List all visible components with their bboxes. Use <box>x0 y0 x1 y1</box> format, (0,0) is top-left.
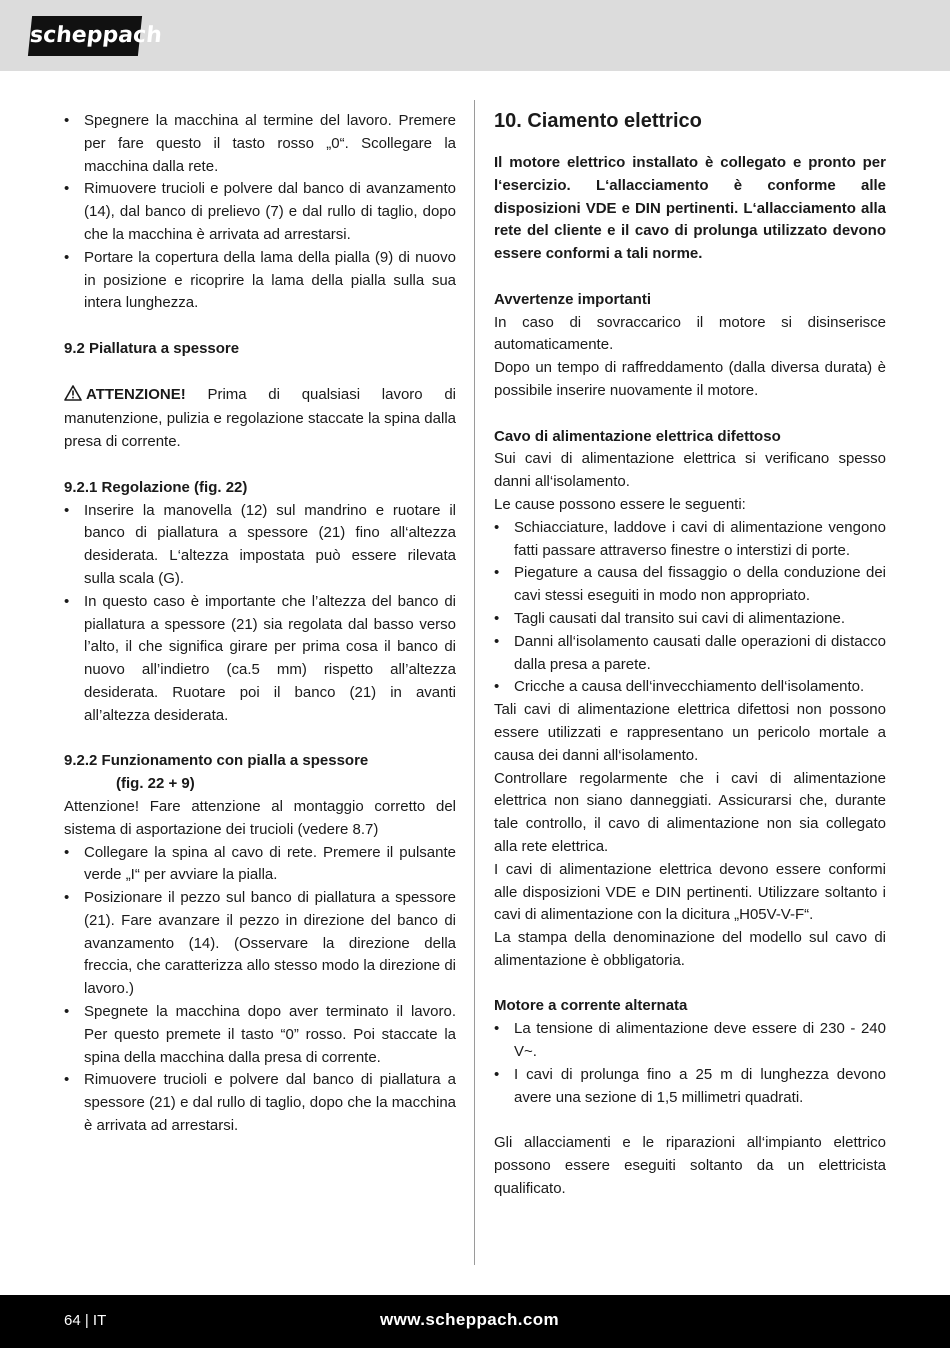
attention-paragraph: Attenzione! Fare attenzione al montaggio corretto del sistema di asportazione dei trucioli (vedere 8.7) <box>64 797 456 838</box>
list-item: • Inserire la manovella (12) sul mandrino e ruotare il banco di piallatura a spessore (21) fino all‘altezza desiderata. L‘altezza impostata può essere rilevata sulla scala (G). <box>64 501 456 587</box>
list-item: • I cavi di prolunga fino a 25 m di lunghezza devono avere una sezione di 1,5 millimetri quadrati. <box>494 1065 886 1106</box>
section-heading-9-2-1: 9.2.1 Regolazione (fig. 22) <box>64 478 248 496</box>
warning-text: Prima di qualsiasi lavoro di manutenzione, pulizia e regolazione staccate la spina dalla presa di corrente. <box>64 385 456 451</box>
paragraph: I cavi di alimentazione elettrica devono essere conformi alle disposizioni VDE e DIN pertinenti. Utilizzare soltanto i cavi di alimentazione con la dicitura „H05V-V-F“. <box>494 860 886 924</box>
left-column <box>64 110 456 1138</box>
heading-motore: Motore a corrente alternata <box>494 997 688 1015</box>
paragraph: La stampa della denominazione del modello sul cavo di alimentazione è obbligatoria. <box>494 929 886 969</box>
website-link[interactable]: www.scheppach.com <box>380 1310 560 1329</box>
paragraph: Le cause possono essere le seguenti: <box>494 495 746 513</box>
list-item: • Spegnere la macchina al termine del lavoro. Premere per fare questo il tasto rosso „0“. Scollegare la macchina dalla rete. <box>64 112 456 175</box>
list-item: • Cricche a causa dell‘invecchiamento dell‘isolamento. <box>494 678 865 696</box>
list-item: • Danni all‘isolamento causati dalle operazioni di distacco dalla presa a parete. <box>494 632 886 673</box>
intro-paragraph: Il motore elettrico installato è collegato e pronto per l‘esercizio. L‘allacciamento è conforme alle disposizioni VDE e DIN pertinenti. L‘allacciamento alla rete del cliente e il cavo di prolunga utilizzato devono essere conformi a tali norme. <box>494 154 886 263</box>
operation-list <box>64 842 456 1138</box>
brand-logo: scheppach <box>28 16 142 56</box>
final-paragraph: Gli allacciamenti e le riparazioni all‘impianto elettrico possono essere eseguiti soltanto da un elettricista qualificato. <box>494 1134 886 1197</box>
list-item: • Tagli causati dal transito sui cavi di alimentazione. <box>494 609 846 627</box>
heading-cavo: Cavo di alimentazione elettrica difettoso <box>494 427 781 445</box>
list-item: • In questo caso è importante che l’altezza del banco di piallatura a spessore (21) sia regolata dal basso verso l’alto, il che significa girare per prima cosa il banco di nuovo all’indietro (ca.5 mm) rispetto all’altezza desiderata. Ruotare poi il banco (21) in avanti all’altezza desiderata. <box>64 592 456 724</box>
right-column <box>494 110 886 1201</box>
header-bar <box>0 0 950 71</box>
list-item: • Rimuovere trucioli e polvere dal banco di avanzamento (14), dal banco di prelievo (7) e dal rullo di taglio, dopo che la macchina è arrivata ad arrestarsi. <box>64 180 456 243</box>
motor-list <box>494 1018 886 1109</box>
list-item: • Rimuovere trucioli e polvere dal banco di piallatura a spessore (21) e dal rullo di taglio, dopo che la macchina è arrivata ad arrestarsi. <box>64 1071 456 1135</box>
list-item: • Posizionare il pezzo sul banco di piallatura a spessore (21). Fare avanzare il pezzo in direzione del banco di avanzamento (14). (Osservare la direzione della freccia, che caratterizza allo stesso modo la direzione di lavoro.) <box>64 889 456 998</box>
warning-label: ATTENZIONE! <box>86 385 186 403</box>
list-item: • Collegare la spina al cavo di rete. Premere il pulsante verde „I“ per avviare la pialla. <box>64 843 456 884</box>
heading-avvertenze: Avvertenze importanti <box>494 290 651 308</box>
page-number: 64 | IT <box>64 1312 107 1329</box>
paragraph: Dopo un tempo di raffreddamento (dalla diversa durata) è possibile inserire nuovamente il motore. <box>494 359 886 399</box>
warning-paragraph <box>64 384 456 454</box>
section-heading-9-2-2: 9.2.2 Funzionamento con pialla a spessore <box>64 752 369 770</box>
chapter-title: 10. Ciamento elettrico <box>494 110 702 132</box>
paragraph: Controllare regolarmente che i cavi di alimentazione elettrica non siano danneggiati. Assicurarsi che, durante tale controllo, il cavo di alimentazione non sia collegato alla rete elettrica. <box>494 769 886 855</box>
warning-triangle-icon <box>64 385 82 409</box>
causes-list <box>494 517 886 699</box>
paragraph: In caso di sovraccarico il motore si disinserisce automaticamente. <box>494 313 886 354</box>
section-heading-9-2: 9.2 Piallatura a spessore <box>64 339 240 357</box>
shutdown-list <box>64 110 456 315</box>
section-heading-9-2-2-fig: (fig. 22 + 9) <box>116 775 195 793</box>
paragraph: Tali cavi di alimentazione elettrica difettosi non possono essere utilizzati e rappresentano un pericolo mortale a causa dei danni all‘isolamento. <box>494 701 886 764</box>
list-item: • Spegnete la macchina dopo aver terminato il lavoro. Per questo premete il tasto “0” rosso. Poi staccate la spina della macchina dalla presa di corrente. <box>64 1003 456 1066</box>
footer-bar <box>0 1295 950 1348</box>
list-item: • Piegature a causa del fissaggio o della conduzione dei cavi stessi eseguiti in modo non appropriato. <box>494 564 886 605</box>
list-item: • Portare la copertura della lama della pialla (9) di nuovo in posizione e ricoprire la lama della pialla sulla sua intera lunghezza. <box>64 248 456 312</box>
paragraph: Sui cavi di alimentazione elettrica si verificano spesso danni all‘isolamento. <box>494 450 886 491</box>
list-item: • La tensione di alimentazione deve essere di 230 - 240 V~. <box>494 1020 886 1061</box>
column-divider <box>474 100 475 1265</box>
list-item: • Schiacciature, laddove i cavi di alimentazione vengono fatti passare attraverso finestre o interstizi di porte. <box>494 518 886 559</box>
adjustment-list <box>64 500 456 728</box>
